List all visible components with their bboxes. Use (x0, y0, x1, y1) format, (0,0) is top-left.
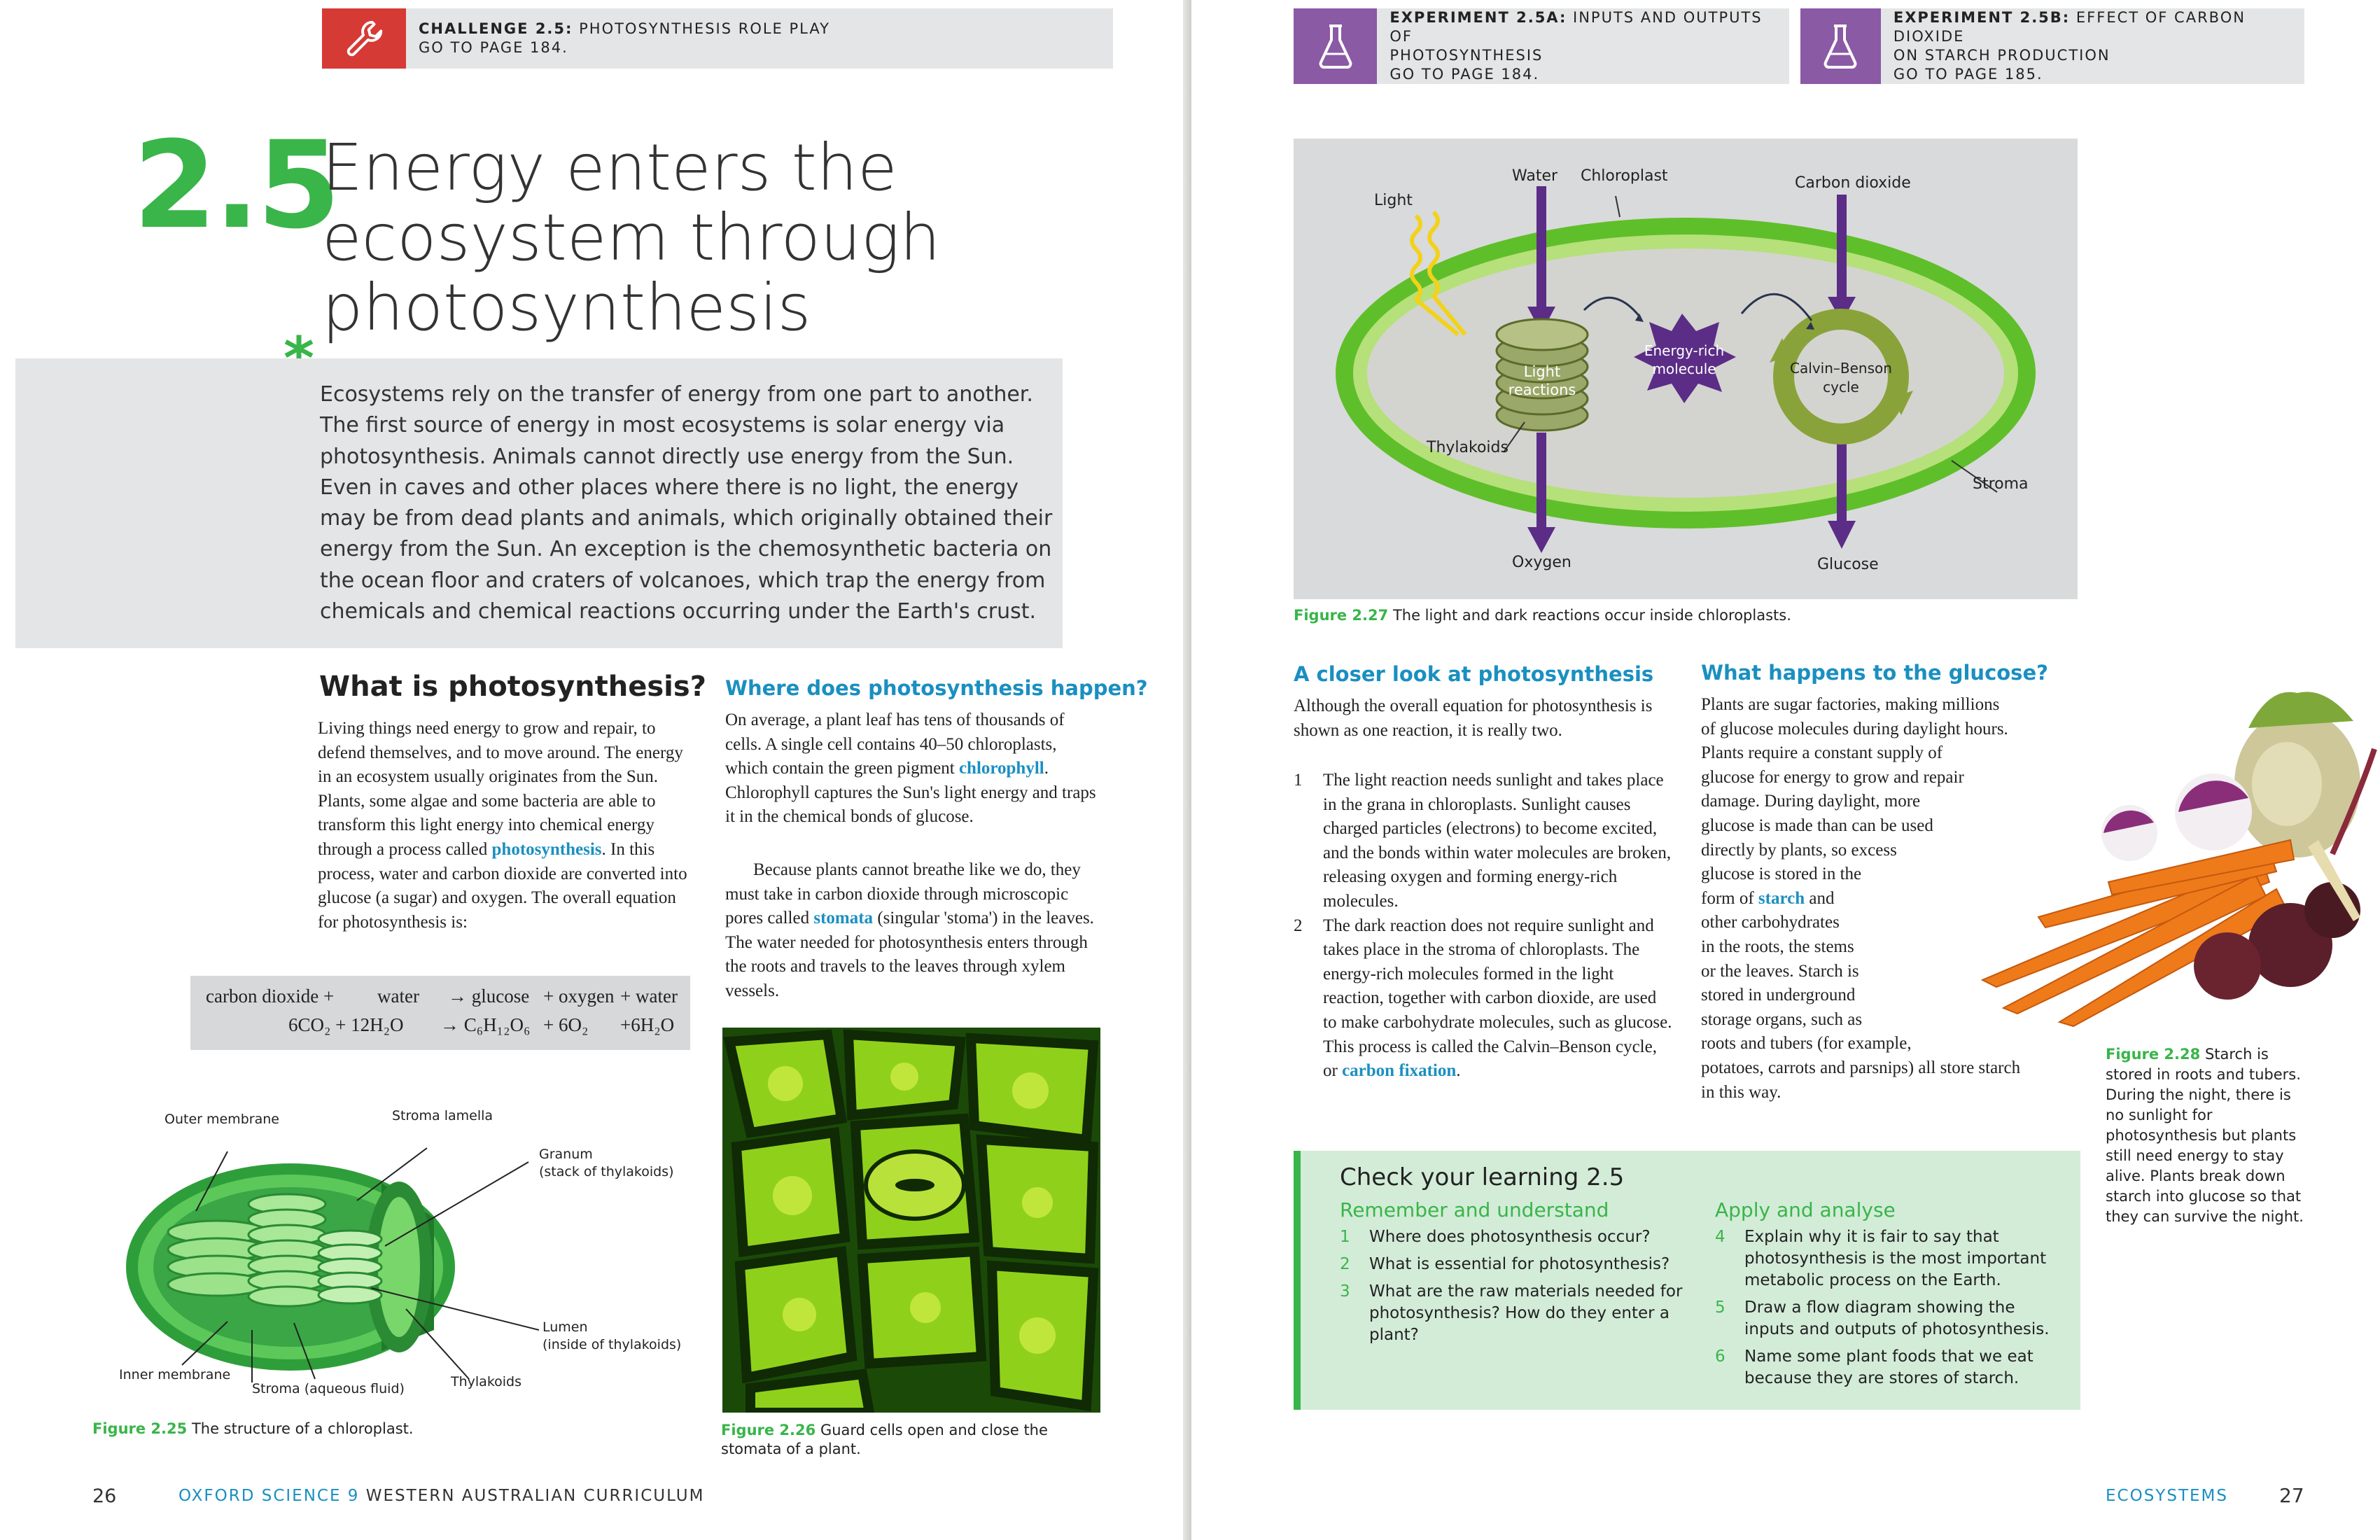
left-page (0, 0, 1189, 1540)
what-p1b: . In this process, water and carbon dioxide are converted into glucose (a sugar) and oxygen. The overall equation for photosynthesis is: (318, 839, 687, 932)
lbl-thylakoids: Thylakoids (1427, 439, 1508, 456)
closer-intro: Although the overall equation for photosynthesis is shown as one reaction, it is really two. (1294, 696, 1653, 740)
eq-f1: 6CO₂ + 12H₂O (288, 1014, 404, 1035)
q1-number: 1 (1340, 1228, 1350, 1246)
keyword-chlorophyll[interactable]: chlorophyll (958, 759, 1044, 778)
equation-box (190, 976, 690, 1050)
lbl-energy-1: Energy-rich (1644, 342, 1725, 359)
glucose-line-8: glucose is stored in the (1701, 864, 1862, 884)
exp-b-title-1: EFFECT OF CARBON DIOXIDE (1893, 9, 2246, 45)
lbl-calvin-2: cycle (1823, 379, 1859, 396)
process-diagram-svg (1294, 139, 2078, 599)
closer-item-1-text: The light reaction needs sunlight and takes place in the grana in chloroplasts. Sunlight causes charged particles (electrons) to become excited, and the bonds within water molecules are broken, releasing oxygen and forming energy-rich molecules. (1323, 771, 1672, 911)
lbl-granum-sub: (stack of thylakoids) (539, 1164, 674, 1180)
eq-f3: + 6O₂ (543, 1014, 589, 1035)
keyword-stomata[interactable]: stomata (813, 909, 874, 928)
process-diagram (1294, 139, 2078, 599)
question-5[interactable] (1715, 1297, 2065, 1340)
where-p1b: . Chlorophyll captures the Sun's light energy and traps it in the chemical bonds of glucose. (725, 759, 1096, 827)
q2-number: 2 (1340, 1255, 1350, 1273)
title-line-1: Energy enters the (322, 130, 897, 205)
fig225-caption (92, 1420, 414, 1438)
fig226-number: Figure 2.26 (721, 1422, 816, 1438)
eq-w3: → glucose (448, 986, 530, 1007)
closer-item-2 (1294, 914, 1679, 1084)
calvin-cycle-ring (1770, 319, 1913, 434)
what-p1a: Living things need energy to grow and repair, to defend themselves, and to move around. The energy in an ecosystem usually originates from the Sun. Plants, some algae and some bacteria are able to transform this light energy into chemical energy through a process called (318, 719, 683, 859)
chloroplast-illustration (105, 1099, 700, 1407)
fig226-text: Guard cells open and close the stomata of a plant. (721, 1422, 1048, 1457)
right-page (1191, 0, 2380, 1540)
q5-text: Draw a flow diagram showing the inputs and outputs of photosynthesis. (1744, 1298, 2050, 1338)
intro-box (15, 358, 1063, 648)
closer-item-2-text: The dark reaction does not require sunlight and takes place in the stroma of chloroplasts. The energy-rich molecules formed in the light reaction, together with carbon dioxide, are used to make carbohydrate molecules, such as glucose. This process is called the Calvin–Benson cycle, or (1323, 916, 1672, 1081)
lbl-outer-membrane: Outer membrane (164, 1112, 279, 1127)
lbl-energy-2: molecule (1652, 360, 1716, 377)
eq-f2: → C₆H₁₂O₆ (440, 1014, 531, 1035)
experiment-b-tab (1800, 8, 1881, 84)
keyword-starch[interactable]: starch (1758, 888, 1805, 908)
where-p1a: On average, a plant leaf has tens of thousands of cells. A single cell contains 40–50 chloroplasts, which contain the green pigment (725, 710, 1065, 778)
guard-cells-photo (722, 1028, 1100, 1413)
lbl-chloroplast: Chloroplast (1581, 167, 1668, 185)
question-6[interactable] (1715, 1346, 2065, 1390)
fig228-text: Starch is stored in roots and tubers. During the night, there is no sunlight for photosynthesis but plants still need energy to stay alive. Plants break down starch into glucose so that they can survive the night. (2106, 1046, 2304, 1225)
question-4[interactable] (1715, 1226, 2065, 1292)
remember-list (1340, 1226, 1683, 1346)
glucose-line-14: storage organs, such as (1701, 1009, 1863, 1029)
where-heading: Where does photosynthesis happen? (725, 676, 1148, 700)
flask-icon (1317, 23, 1354, 69)
footer-section: ECOSYSTEMS (2106, 1487, 2228, 1505)
fig228-caption (2106, 1044, 2309, 1227)
glucose-line-17: in this way. (1701, 1082, 1782, 1102)
exp-b-title-2: ON STARCH PRODUCTION (1893, 47, 2110, 64)
challenge-banner[interactable] (322, 8, 1113, 69)
title-line-2: ecosystem through (322, 200, 941, 275)
carrots (1982, 840, 2294, 1026)
closer-item-1-number: 1 (1294, 771, 1303, 790)
exp-a-title-2: PHOTOSYNTHESIS (1390, 47, 1544, 64)
footer-left-brand (178, 1487, 704, 1505)
experiment-a-text (1377, 8, 1789, 84)
chloroplast-diagram (105, 1099, 700, 1407)
keyword-carbon-fixation[interactable]: carbon fixation (1342, 1061, 1457, 1081)
footer-curriculum: WESTERN AUSTRALIAN CURRICULUM (365, 1487, 705, 1505)
glucose-line-15: roots and tubers (for example, (1701, 1034, 1912, 1054)
lbl-glucose: Glucose (1817, 556, 1879, 573)
q4-number: 4 (1715, 1228, 1726, 1246)
flask-icon (1821, 23, 1859, 69)
exp-b-goto[interactable]: GO TO PAGE 185. (1893, 66, 2043, 83)
glucose-line-10: other carbohydrates (1701, 913, 1840, 932)
challenge-title: PHOTOSYNTHESIS ROLE PLAY (579, 20, 830, 37)
question-2[interactable] (1340, 1254, 1683, 1275)
q2-text: What is essential for photosynthesis? (1369, 1255, 1670, 1273)
fig227-text: The light and dark reactions occur inside chloroplasts. (1392, 607, 1791, 624)
exp-b-label: EXPERIMENT 2.5B: (1893, 9, 2071, 26)
lbl-water: Water (1512, 167, 1558, 185)
lbl-carbon-dioxide: Carbon dioxide (1795, 174, 1911, 192)
fig227-caption (1294, 606, 1791, 625)
challenge-tab (322, 8, 406, 69)
granum-stack-3 (318, 1231, 382, 1303)
lbl-calvin-1: Calvin–Benson (1790, 360, 1892, 377)
lbl-stroma: Stroma (aqueous fluid) (252, 1381, 405, 1396)
eq-w4: + oxygen (543, 986, 615, 1007)
check-title: Check your learning 2.5 (1340, 1163, 1625, 1191)
closer-item-1 (1294, 769, 1679, 914)
lbl-light-reactions-1: Light (1523, 363, 1561, 380)
experiment-b-banner[interactable] (1800, 8, 2304, 84)
glucose-line-16: potatoes, carrots and parsnips) all store starch (1701, 1058, 2021, 1077)
glucose-line-6: glucose is made than can be used (1701, 816, 1933, 835)
fig227-number: Figure 2.27 (1294, 607, 1389, 624)
experiment-a-banner[interactable] (1294, 8, 1789, 84)
q3-number: 3 (1340, 1282, 1350, 1301)
glucose-line-12: or the leaves. Starch is (1701, 961, 1859, 981)
fig226-caption (721, 1421, 1085, 1459)
closer-list (1294, 769, 1679, 1084)
q3-text: What are the raw materials needed for photosynthesis? How do they enter a plant? (1369, 1282, 1683, 1344)
fig225-number: Figure 2.25 (92, 1420, 188, 1437)
lbl-inner-membrane: Inner membrane (119, 1367, 231, 1382)
q6-text: Name some plant foods that we eat because they are stores of starch. (1744, 1348, 2033, 1387)
section-number: 2.5 (133, 115, 338, 255)
fig228-number: Figure 2.28 (2106, 1046, 2201, 1063)
lbl-thylakoids: Thylakoids (451, 1374, 522, 1390)
exp-a-goto[interactable]: GO TO PAGE 184. (1390, 66, 1540, 83)
experiment-b-text (1881, 8, 2304, 84)
where-paragraph-1 (725, 708, 1096, 830)
lbl-granum: Granum (539, 1147, 593, 1162)
stoma-guard-cells (866, 1152, 964, 1219)
turnips (2101, 774, 2252, 861)
lbl-light-reactions-2: reactions (1508, 382, 1576, 398)
eq-w5: + water (620, 986, 678, 1007)
page-title (322, 130, 941, 345)
challenge-label: CHALLENGE 2.5: (419, 20, 573, 37)
glucose-line-3: Plants require a constant supply of (1701, 743, 1943, 763)
eq-f4: +6H₂O (620, 1014, 675, 1035)
lbl-lumen: Lumen (542, 1320, 588, 1335)
q6-number: 6 (1715, 1348, 1726, 1366)
challenge-text (406, 20, 830, 57)
apply-heading: Apply and analyse (1715, 1198, 1896, 1222)
what-heading: What is photosynthesis? (319, 671, 706, 703)
glucose-line-2: of glucose molecules during daylight hours. (1701, 719, 2008, 738)
closer-item-2-body: The dark reaction does not require sunlight and takes place in the stroma of chloroplasts. The energy-rich molecules formed in the light reaction, together with carbon dioxide, are used to make carbohydrate molecules, such as glucose. This process is called the Calvin–Benson cycle, or carbon fixation. (1323, 916, 1672, 1081)
closer-item-2-number: 2 (1294, 916, 1303, 935)
check-learning-box (1294, 1151, 2080, 1410)
fig225-text: The structure of a chloroplast. (191, 1420, 414, 1437)
glucose-line-13: stored in underground (1701, 986, 1856, 1005)
intro-text: Ecosystems rely on the transfer of energy from one part to another. The first source of energy in most ecosystems is solar energy via photosynthesis. Animals cannot directly use energy from the Sun. Even in caves and other places where there is no light, the energy may be from dead plants and animals, which originally obtained their energy from the Sun. An exception is the chemosynthetic bacteria on the ocean floor and craters of volcanoes, which trap the energy from chemicals and chemical reactions occurring under the Earth's crust. (320, 382, 1053, 624)
exp-a-title-1: INPUTS AND OUTPUTS OF (1390, 9, 1763, 45)
apply-list (1715, 1226, 2065, 1390)
question-3[interactable] (1340, 1281, 1683, 1346)
q1-text: Where does photosynthesis occur? (1369, 1228, 1651, 1246)
footer-left-page-number: 26 (92, 1485, 117, 1507)
where-paragraph-2 (725, 858, 1096, 1004)
lbl-stroma-lamella: Stroma lamella (392, 1108, 493, 1124)
vegetables-image (1898, 686, 2380, 1050)
experiment-a-tab (1294, 8, 1377, 84)
glucose-line-9-text: form of (1701, 888, 1754, 908)
challenge-goto[interactable]: GO TO PAGE 184. (419, 39, 568, 56)
guard-cells-image (722, 1028, 1100, 1413)
wrench-icon (342, 17, 386, 60)
eq-w1: carbon dioxide + (206, 986, 335, 1007)
what-paragraph (318, 717, 689, 934)
where-p2a: Because plants cannot breathe like we do, they must take in carbon dioxide through microscopic pores called (725, 860, 1081, 928)
glucose-line-1: Plants are sugar factories, making millions (1701, 695, 2000, 714)
keyword-photosynthesis[interactable]: photosynthesis (491, 839, 602, 859)
where-p2b: (singular 'stoma') in the leaves. The water needed for photosynthesis enters through the roots and travels to the leaves through xylem vessels. (725, 909, 1094, 1000)
vegetables-photo (1898, 686, 2380, 1050)
question-1[interactable] (1340, 1226, 1683, 1248)
lbl-stroma: Stroma (1973, 475, 2029, 493)
lbl-oxygen: Oxygen (1512, 554, 1572, 571)
eq-w2: water (377, 986, 419, 1007)
granum-stack-2 (248, 1194, 326, 1306)
glucose-line-4: glucose for energy to grow and repair (1701, 767, 1964, 787)
remember-heading: Remember and understand (1340, 1198, 1609, 1222)
glucose-heading: What happens to the glucose? (1701, 661, 2048, 685)
footer-brand: OXFORD SCIENCE 9 (178, 1487, 360, 1505)
glucose-and: and (1805, 888, 1835, 908)
lbl-light: Light (1374, 192, 1413, 209)
lbl-lumen-sub: (inside of thylakoids) (542, 1337, 682, 1352)
footer-right-page-number: 27 (2279, 1484, 2304, 1507)
glucose-line-11: in the roots, the stems (1701, 937, 1854, 956)
glucose-line-5: damage. During daylight, more (1701, 792, 1921, 811)
title-line-3: photosynthesis (322, 270, 811, 345)
exp-a-label: EXPERIMENT 2.5A: (1390, 9, 1567, 26)
q5-number: 5 (1715, 1298, 1726, 1317)
glucose-line-7: directly by plants, so excess (1701, 840, 1897, 860)
q4-text: Explain why it is fair to say that photosynthesis is the most important metabolic process on the Earth. (1744, 1228, 2047, 1289)
closer-heading: A closer look at photosynthesis (1294, 662, 1654, 686)
